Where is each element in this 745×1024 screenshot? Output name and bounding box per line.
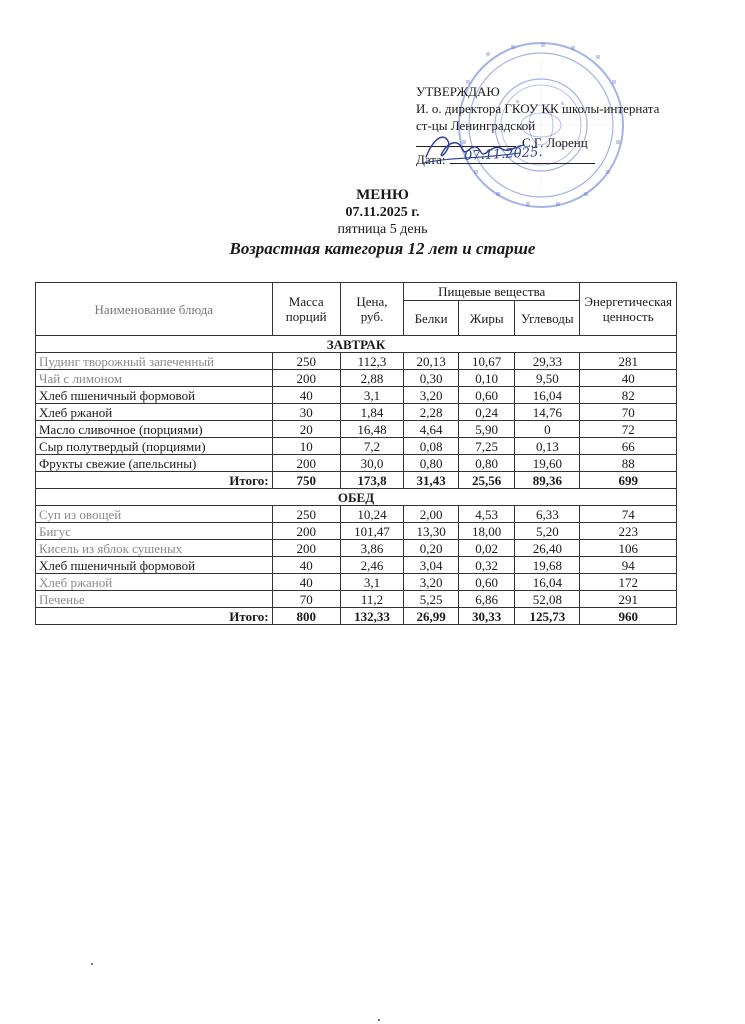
- total-proteins: 31,43: [404, 472, 459, 489]
- cell-energy: 94: [580, 557, 677, 574]
- total-energy: 699: [580, 472, 677, 489]
- cell-name: Кисель из яблок сушеных: [36, 540, 273, 557]
- cell-name: Суп из овощей: [36, 506, 273, 523]
- cell-mass: 40: [272, 557, 340, 574]
- cell-price: 30,0: [340, 455, 403, 472]
- total-label: Итого:: [36, 608, 273, 625]
- cell-carbs: 26,40: [515, 540, 580, 557]
- signature-icon: [420, 127, 530, 173]
- section-title-breakfast: ЗАВТРАК: [36, 336, 677, 353]
- cell-proteins: 2,00: [404, 506, 459, 523]
- menu-day: пятница 5 день: [337, 222, 428, 237]
- table-row: [36, 421, 677, 438]
- table-row: [36, 574, 677, 591]
- title-block: [0, 187, 745, 260]
- handwritten-date: 07.11.2025.: [463, 144, 543, 165]
- cell-proteins: 3,20: [404, 387, 459, 404]
- cell-energy: 172: [580, 574, 677, 591]
- cell-carbs: 16,04: [515, 574, 580, 591]
- table-row: [36, 540, 677, 557]
- total-fats: 25,56: [459, 472, 515, 489]
- cell-price: 11,2: [340, 591, 403, 608]
- cell-mass: 10: [272, 438, 340, 455]
- speck: [91, 963, 93, 965]
- cell-carbs: 5,20: [515, 523, 580, 540]
- cell-name: Хлеб пшеничный формовой: [36, 557, 273, 574]
- cell-mass: 200: [272, 523, 340, 540]
- cell-name: Хлеб ржаной: [36, 404, 273, 421]
- cell-fats: 0,02: [459, 540, 515, 557]
- cell-mass: 40: [272, 387, 340, 404]
- cell-energy: 66: [580, 438, 677, 455]
- approval-position: И. о. директора ГКОУ КК школы-интерната: [416, 101, 660, 116]
- header-proteins: Белки: [404, 301, 459, 336]
- cell-proteins: 20,13: [404, 353, 459, 370]
- cell-name: Чай с лимоном: [36, 370, 273, 387]
- cell-carbs: 19,68: [515, 557, 580, 574]
- age-category: Возрастная категория 12 лет и старше: [229, 239, 536, 258]
- cell-price: 3,86: [340, 540, 403, 557]
- menu-date: 07.11.2025 г.: [345, 205, 420, 220]
- cell-energy: 223: [580, 523, 677, 540]
- cell-mass: 200: [272, 455, 340, 472]
- cell-price: 3,1: [340, 387, 403, 404]
- menu-table: [35, 282, 677, 625]
- cell-proteins: 13,30: [404, 523, 459, 540]
- approval-signer: С.Г. Лоренц: [522, 135, 588, 150]
- cell-fats: 7,25: [459, 438, 515, 455]
- approval-location: ст-цы Ленинградской: [416, 118, 536, 133]
- total-energy: 960: [580, 608, 677, 625]
- cell-name: Печенье: [36, 591, 273, 608]
- total-proteins: 26,99: [404, 608, 459, 625]
- cell-mass: 20: [272, 421, 340, 438]
- cell-fats: 4,53: [459, 506, 515, 523]
- table-row: [36, 557, 677, 574]
- table-row: [36, 370, 677, 387]
- cell-name: Хлеб пшеничный формовой: [36, 387, 273, 404]
- cell-energy: 291: [580, 591, 677, 608]
- cell-price: 2,46: [340, 557, 403, 574]
- cell-name: Сыр полутвердый (порциями): [36, 438, 273, 455]
- header-price: Цена, руб.: [340, 283, 403, 336]
- cell-mass: 250: [272, 353, 340, 370]
- cell-energy: 82: [580, 387, 677, 404]
- header-fats: Жиры: [459, 301, 515, 336]
- cell-name: Бигус: [36, 523, 273, 540]
- cell-proteins: 3,04: [404, 557, 459, 574]
- total-carbs: 89,36: [515, 472, 580, 489]
- cell-name: Масло сливочное (порциями): [36, 421, 273, 438]
- cell-proteins: 2,28: [404, 404, 459, 421]
- total-price: 173,8: [340, 472, 403, 489]
- cell-energy: 72: [580, 421, 677, 438]
- approval-heading: УТВЕРЖДАЮ: [416, 84, 500, 99]
- cell-carbs: 16,04: [515, 387, 580, 404]
- cell-proteins: 0,08: [404, 438, 459, 455]
- header-carbs: Углеводы: [515, 301, 580, 336]
- cell-carbs: 0,13: [515, 438, 580, 455]
- table-row: [36, 523, 677, 540]
- cell-carbs: 14,76: [515, 404, 580, 421]
- cell-fats: 6,86: [459, 591, 515, 608]
- cell-energy: 88: [580, 455, 677, 472]
- total-carbs: 125,73: [515, 608, 580, 625]
- total-mass: 800: [272, 608, 340, 625]
- table-row: [36, 387, 677, 404]
- section-row-breakfast: [36, 336, 677, 353]
- menu-table-body: [36, 336, 677, 625]
- cell-carbs: 52,08: [515, 591, 580, 608]
- cell-price: 3,1: [340, 574, 403, 591]
- cell-fats: 10,67: [459, 353, 515, 370]
- cell-fats: 18,00: [459, 523, 515, 540]
- cell-fats: 0,24: [459, 404, 515, 421]
- cell-mass: 30: [272, 404, 340, 421]
- total-label: Итого:: [36, 472, 273, 489]
- cell-fats: 0,10: [459, 370, 515, 387]
- table-row: [36, 404, 677, 421]
- cell-mass: 250: [272, 506, 340, 523]
- cell-energy: 281: [580, 353, 677, 370]
- section-row-lunch: [36, 489, 677, 506]
- cell-fats: 0,60: [459, 574, 515, 591]
- header-nutrients: Пищевые вещества: [404, 283, 580, 301]
- cell-fats: 0,80: [459, 455, 515, 472]
- table-row: [36, 506, 677, 523]
- cell-price: 10,24: [340, 506, 403, 523]
- table-row: [36, 353, 677, 370]
- total-row: [36, 608, 677, 625]
- header-mass: Масса порций: [272, 283, 340, 336]
- total-row: [36, 472, 677, 489]
- cell-carbs: 19,60: [515, 455, 580, 472]
- cell-mass: 40: [272, 574, 340, 591]
- cell-mass: 200: [272, 540, 340, 557]
- header-name: Наименование блюда: [36, 283, 273, 336]
- header-energy: Энергетическая ценность: [580, 283, 677, 336]
- cell-price: 112,3: [340, 353, 403, 370]
- approval-date-label: Дата:: [416, 152, 446, 167]
- cell-price: 1,84: [340, 404, 403, 421]
- total-mass: 750: [272, 472, 340, 489]
- total-price: 132,33: [340, 608, 403, 625]
- cell-proteins: 5,25: [404, 591, 459, 608]
- cell-mass: 70: [272, 591, 340, 608]
- cell-name: Хлеб ржаной: [36, 574, 273, 591]
- cell-proteins: 0,80: [404, 455, 459, 472]
- cell-price: 16,48: [340, 421, 403, 438]
- cell-proteins: 0,20: [404, 540, 459, 557]
- section-title-lunch: ОБЕД: [36, 489, 677, 506]
- table-row: [36, 438, 677, 455]
- cell-price: 7,2: [340, 438, 403, 455]
- cell-fats: 0,60: [459, 387, 515, 404]
- table-row: [36, 591, 677, 608]
- cell-energy: 106: [580, 540, 677, 557]
- total-fats: 30,33: [459, 608, 515, 625]
- cell-price: 101,47: [340, 523, 403, 540]
- cell-energy: 74: [580, 506, 677, 523]
- menu-title: МЕНЮ: [356, 187, 409, 203]
- speck: [378, 1019, 380, 1021]
- cell-name: Пудинг творожный запеченный: [36, 353, 273, 370]
- cell-name: Фрукты свежие (апельсины): [36, 455, 273, 472]
- cell-fats: 5,90: [459, 421, 515, 438]
- cell-proteins: 3,20: [404, 574, 459, 591]
- cell-carbs: 6,33: [515, 506, 580, 523]
- cell-energy: 40: [580, 370, 677, 387]
- cell-carbs: 29,33: [515, 353, 580, 370]
- cell-mass: 200: [272, 370, 340, 387]
- cell-proteins: 0,30: [404, 370, 459, 387]
- cell-price: 2,88: [340, 370, 403, 387]
- table-row: [36, 455, 677, 472]
- cell-carbs: 9,50: [515, 370, 580, 387]
- cell-fats: 0,32: [459, 557, 515, 574]
- cell-proteins: 4,64: [404, 421, 459, 438]
- cell-carbs: 0: [515, 421, 580, 438]
- cell-energy: 70: [580, 404, 677, 421]
